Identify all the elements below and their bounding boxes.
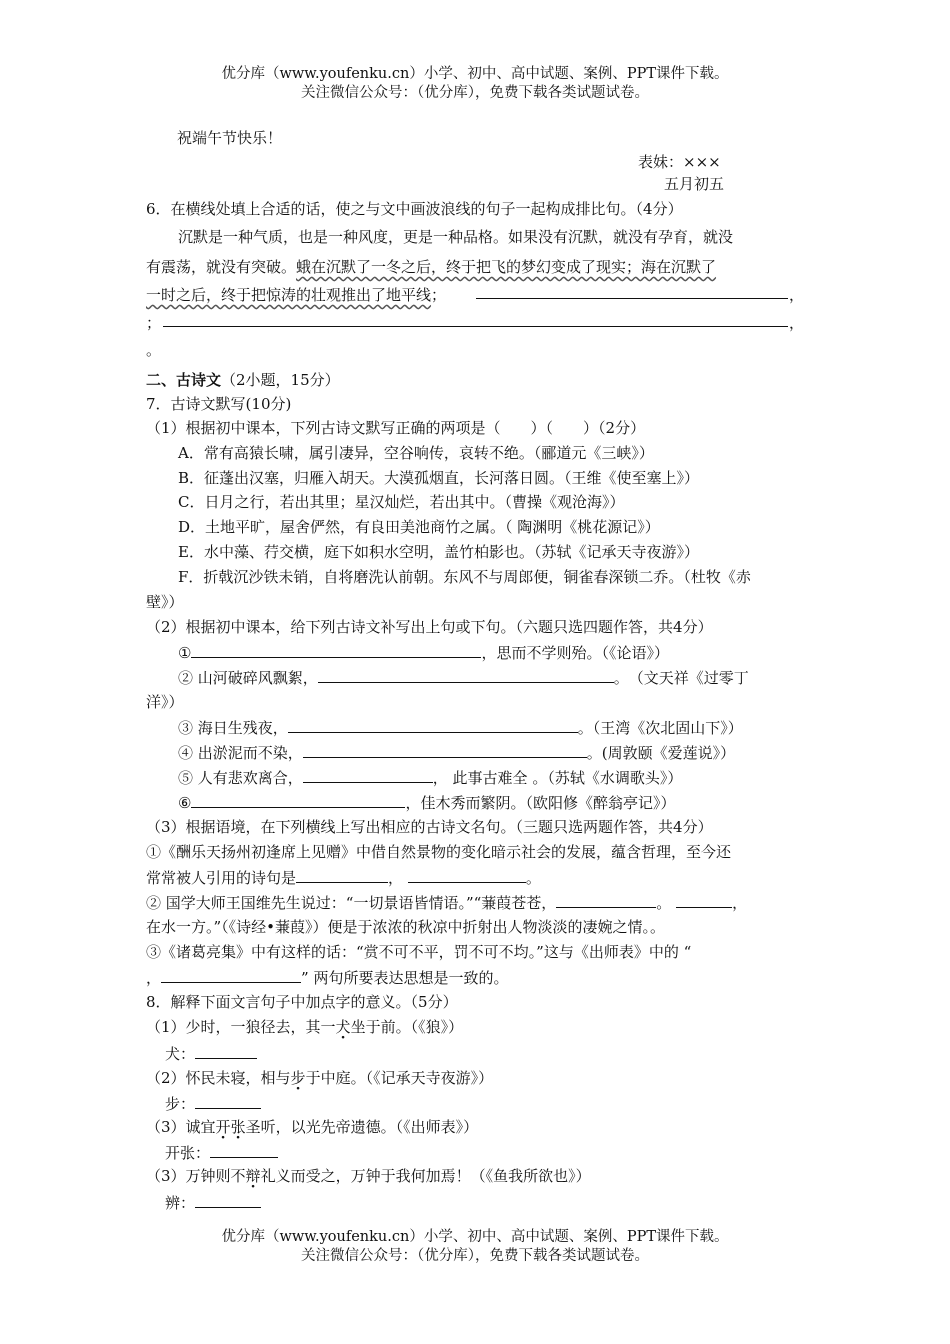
q8-answer-3-label: 开张： — [165, 1144, 211, 1162]
q8-item-3 — [146, 1117, 478, 1137]
ctx-2-comma: ， — [732, 894, 748, 912]
q8-item-2 — [146, 1068, 493, 1088]
q7-part1: （1）根据初中课本，下列古诗文默写正确的两项是（ ）（ ）（2分） — [146, 419, 646, 437]
fill-6-num: ⑥ — [178, 794, 192, 812]
header-line-1: 优分库（www.youfenku.cn）小学、初中、高中试题、案例、PPT课件下载。 — [221, 66, 729, 82]
q8-answer-4-label: 辨： — [165, 1194, 196, 1212]
q7-fill-5 — [178, 767, 682, 788]
q7-context-2-line-2: 在水一方。”（《诗经•蒹葭》）便是于浓浓的秋凉中折射出人物淡淡的凄婉之情。。 — [146, 918, 666, 936]
q7-fill-2 — [178, 667, 749, 688]
fill-3-text-b: 。（王湾《次北固山下》） — [577, 719, 743, 737]
q6-para-line-1: 沉默是一种气质，也是一种风度，更是一种品格。如果没有沉默，就没有孕育，就没 — [178, 228, 734, 246]
fill-4-text-a: ④ 出淤泥而不染， — [178, 744, 303, 762]
q7-fill-4 — [178, 742, 735, 763]
q7-context-3-line-1: ③《诸葛亮集》中有这样的话：“赏不可不平，罚不可不均。”这与《出师表》中的 “ — [146, 943, 692, 961]
q8-item-4 — [146, 1166, 591, 1186]
section-2-heading — [146, 370, 340, 390]
q8-1-text-b: 坐于前。（《狼》） — [350, 1018, 464, 1036]
q8-2-dotted-char: 步 — [290, 1069, 306, 1087]
fill-2-blank[interactable] — [318, 667, 614, 683]
q7-context-3-line-2 — [146, 967, 508, 988]
q6-para-line-3 — [146, 285, 446, 305]
q7-context-2-line-1 — [146, 892, 747, 913]
q7-option-a: A．常有高猿长啸，属引凄异，空谷响传，哀转不绝。（郦道元《三峡》） — [178, 444, 654, 462]
q6-para-line-2 — [146, 257, 716, 277]
q7-fill-2-cont: 洋》） — [146, 693, 184, 711]
q6-semi: ； — [146, 314, 162, 332]
q8-answer-1-blank[interactable] — [195, 1043, 257, 1059]
fill-3-blank[interactable] — [288, 717, 578, 733]
ctx-1-period: 。 — [525, 869, 541, 887]
ctx-2-blank-2[interactable] — [676, 892, 732, 908]
footer-line-1: 优分库（www.youfenku.cn）小学、初中、高中试题、案例、PPT课件下载。 — [221, 1229, 729, 1245]
fill-2-text-a: ② 山河破碎风飘絮， — [178, 669, 318, 687]
fill-6-blank[interactable] — [191, 792, 405, 808]
q8-4-text-a: （3）万钟则不 — [146, 1167, 246, 1185]
q7-fill-6 — [178, 792, 675, 813]
letter-date: 五月初五 — [664, 175, 725, 193]
q7-part2: （2）根据初中课本，给下列古诗文补写出上句或下句。（六题只选四题作答，共4分） — [146, 618, 713, 636]
ctx-1-comma: ， — [388, 869, 404, 887]
q7-option-b: B．征蓬出汉塞，归雁入胡天。大漠孤烟直，长河落日圆。（王维《使至塞上》） — [178, 469, 700, 487]
ctx-3-comma: ， — [146, 969, 162, 987]
q7-option-c: C．日月之行，若出其里；星汉灿烂，若出其中。（曹操《观沧海》） — [178, 493, 625, 511]
q7-title: 7．古诗文默写(10分) — [146, 395, 292, 413]
fill-4-blank[interactable] — [303, 742, 587, 758]
q8-answer-1-label: 犬： — [165, 1045, 196, 1063]
q7-option-f-cont: 壁》） — [146, 593, 184, 611]
ctx-3-blank[interactable] — [161, 967, 301, 983]
q6-wavy-sentence-2: 一时之后，终于把惊涛的壮观推出了地平线 — [146, 286, 432, 304]
fill-1-text: ，思而不学则殆。（《论语》） — [481, 644, 669, 662]
header-line-2: 关注微信公众号：（优分库），免费下载各类试题试卷。 — [301, 85, 649, 101]
q6-period: 。 — [146, 341, 162, 359]
q8-title: 8．解释下面文言句子中加点字的意义。（5分） — [146, 993, 458, 1011]
q8-4-dotted-char: 辩 — [245, 1167, 261, 1185]
q8-answer-2 — [165, 1093, 261, 1114]
q8-answer-1 — [165, 1043, 257, 1064]
q7-fill-1 — [178, 642, 669, 663]
q6-comma-1: ， — [789, 286, 805, 304]
fill-2-text-b: 。 （文天祥《过零丁 — [613, 669, 749, 687]
q8-3-dotted-char-2: 张 — [230, 1118, 246, 1136]
q8-2-text-a: （2）怀民未寝，相与 — [146, 1069, 291, 1087]
q7-fill-3 — [178, 717, 743, 738]
section-2-note: （2小题，15分） — [221, 371, 340, 389]
q6-comma-2: ， — [789, 314, 805, 332]
q7-option-f: F．折戟沉沙铁未销，自将磨洗认前朝。东风不与周郎便，铜雀春深锁二乔。（杜牧《赤 — [178, 568, 751, 586]
ctx-2-text: ② 国学大师王国维先生说过：“一切景语皆情语。”“蒹葭苍苍， — [146, 894, 557, 912]
fill-4-text-b: 。(周敦颐《爱莲说》） — [586, 744, 736, 762]
q8-4-text-b: 礼义而受之，万钟于我何加焉！（《鱼我所欲也》） — [260, 1167, 591, 1185]
footer-line-2: 关注微信公众号：（优分库），免费下载各类试题试卷。 — [301, 1248, 649, 1264]
q8-1-text-a: （1）少时，一狼径去，其一 — [146, 1018, 336, 1036]
fill-1-num: ① — [178, 644, 192, 662]
q8-answer-3 — [165, 1142, 278, 1163]
q6-wavy-sentence-1: 蛾在沉默了一冬之后，终于把飞的梦幻变成了现实；海在沉默了 — [296, 258, 717, 276]
q8-1-dotted-char: 犬 — [335, 1018, 351, 1036]
q8-item-1 — [146, 1017, 463, 1037]
section-2-title: 二、古诗文 — [146, 371, 222, 389]
q6-blank-2[interactable] — [163, 311, 788, 327]
ctx-1-blank-2[interactable] — [408, 867, 526, 883]
ctx-3-text: ” 两句所要表达思想是一致的。 — [301, 969, 509, 987]
ctx-1-text: 常常被人引用的诗句是 — [146, 869, 297, 887]
q8-3-text-b: 圣听，以光先帝遗德。（《出师表》） — [245, 1118, 479, 1136]
q6-text: 有震荡，就没有突破。 — [146, 258, 297, 276]
q8-answer-2-blank[interactable] — [195, 1093, 261, 1109]
q8-answer-4-blank[interactable] — [195, 1192, 261, 1208]
q8-3-dotted-char-1: 开 — [215, 1118, 231, 1136]
q8-2-text-b: 于中庭。（《记承天寺夜游》） — [305, 1069, 494, 1087]
q8-3-text-a: （3）诚宜 — [146, 1118, 216, 1136]
letter-greeting: 祝端午节快乐！ — [177, 129, 283, 147]
q7-option-d: D．土地平旷，屋舍俨然，有良田美池商竹之属。（ 陶渊明《桃花源记》） — [178, 518, 660, 536]
q7-option-e: E．水中藻、荇交横，庭下如积水空明，盖竹柏影也。（苏轼《记承天寺夜游》） — [178, 543, 699, 561]
q8-answer-4 — [165, 1192, 261, 1213]
q8-answer-2-label: 步： — [165, 1095, 196, 1113]
letter-signature: 表妹：××× — [638, 153, 721, 171]
q6-title: 6．在横线处填上合适的话，使之与文中画波浪线的句子一起构成排比句。（4分） — [146, 200, 683, 218]
fill-3-text-a: ③ 海日生残夜， — [178, 719, 288, 737]
fill-5-text-b: ， 此事古难全 。（苏轼《水调歌头》） — [432, 769, 683, 787]
ctx-2-period: 。 — [656, 894, 672, 912]
q7-part3: （3）根据语境，在下列横线上写出相应的古诗文名句。（三题只选两题作答，共4分） — [146, 818, 713, 836]
q6-semicolon: ； — [431, 286, 447, 304]
fill-6-text: ，佳木秀而繁阴。（欧阳修《醉翁亭记》） — [405, 794, 676, 812]
q6-blank-1[interactable] — [476, 283, 788, 299]
q7-context-1-line-1: ①《酬乐天扬州初逢席上见赠》中借自然景物的变化暗示社会的发展，蕴含哲理，至今还 — [146, 843, 732, 861]
fill-1-blank[interactable] — [191, 642, 481, 658]
ctx-2-blank-1[interactable] — [556, 892, 656, 908]
q8-answer-3-blank[interactable] — [210, 1142, 278, 1158]
ctx-1-blank-1[interactable] — [296, 867, 388, 883]
fill-5-blank[interactable] — [303, 767, 433, 783]
q7-context-1-line-2 — [146, 867, 541, 888]
fill-5-text-a: ⑤ 人有悲欢离合， — [178, 769, 303, 787]
